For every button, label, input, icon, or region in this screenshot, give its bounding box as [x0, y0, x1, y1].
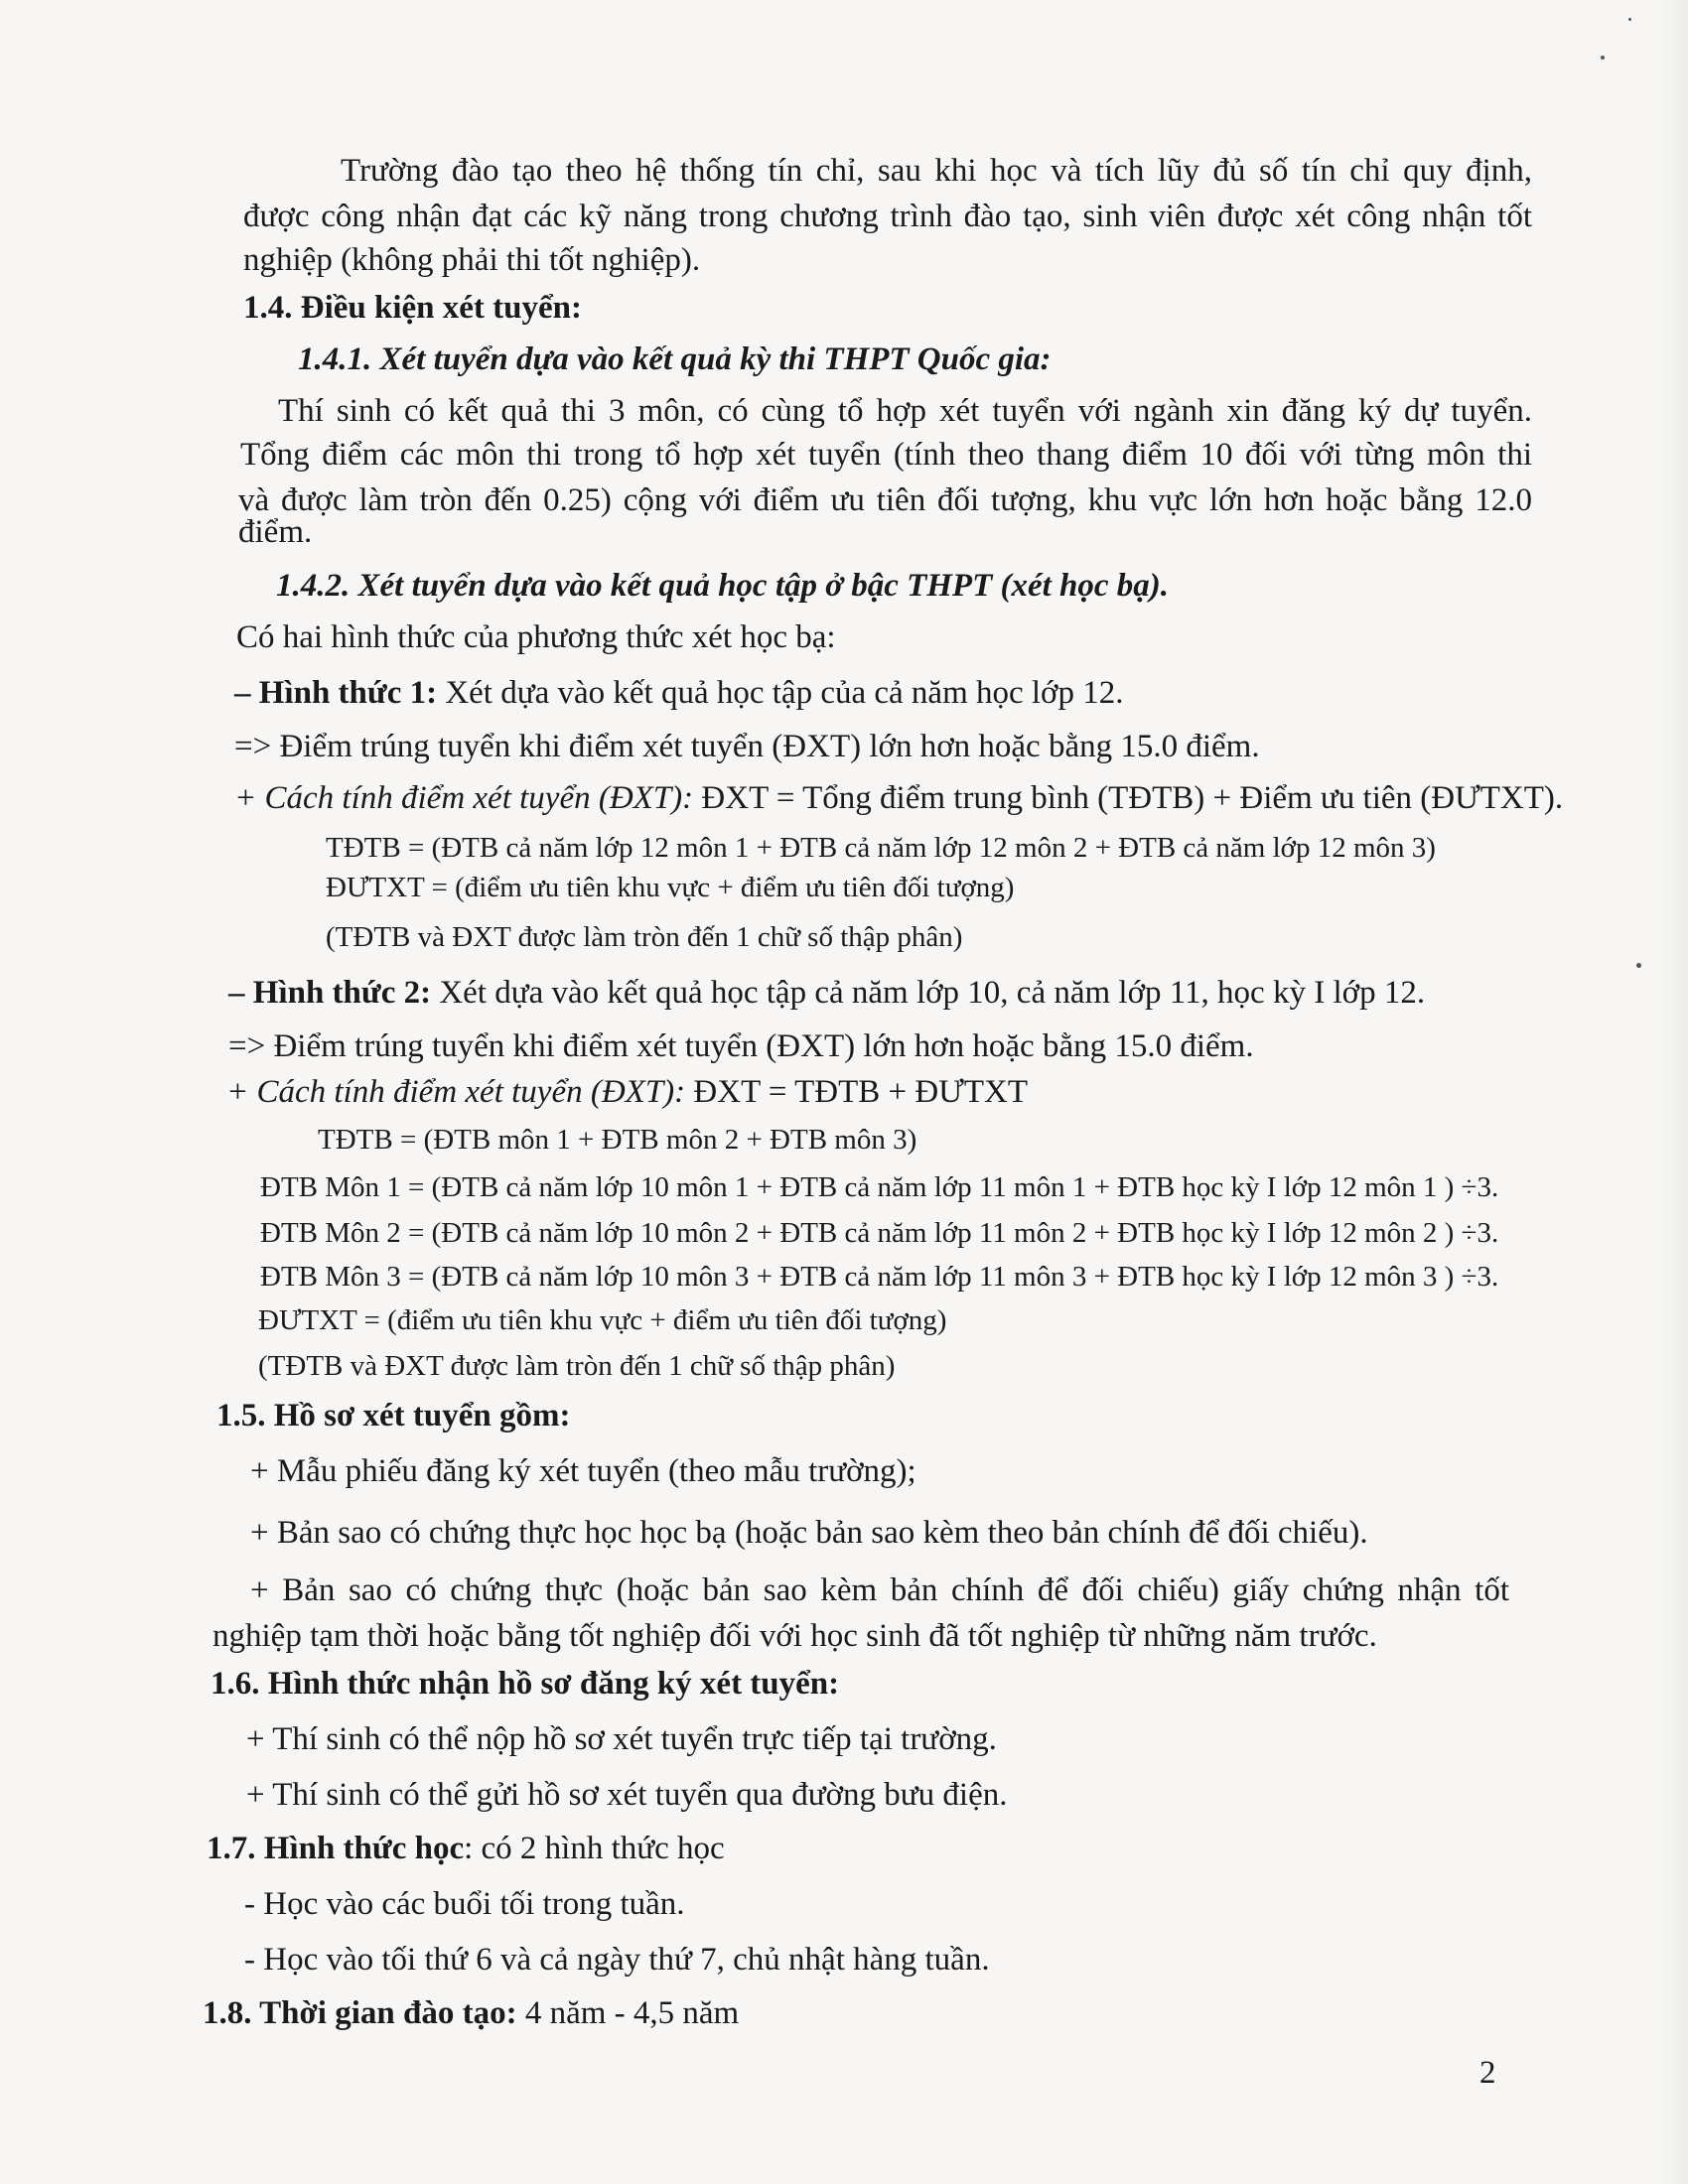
ht1-round: (TĐTB và ĐXT được làm tròn đến 1 chữ số thập phân)	[326, 921, 963, 953]
ht2-text: Xét dựa vào kết quả học tập cả năm lớp 10, cả năm lớp 11, học kỳ I lớp 12.	[431, 975, 1426, 1011]
section-1-8-line	[203, 1993, 739, 2033]
ht2-mon2: ĐTB Môn 2 = (ĐTB cả năm lớp 10 môn 2 + ĐTB cả năm lớp 11 môn 2 + ĐTB học kỳ I lớp 12 môn 2 ) ÷3.	[260, 1217, 1499, 1249]
page-number: 2	[1479, 2055, 1496, 2091]
ht2-formula-label: + Cách tính điểm xét tuyển (ĐXT):	[226, 1074, 686, 1110]
ht2-result: => Điểm trúng tuyển khi điểm xét tuyển (ĐXT) lớn hơn hoặc bằng 15.0 điểm.	[228, 1028, 1254, 1064]
ht1-dutxt: ĐƯTXT = (điểm ưu tiên khu vực + điểm ưu tiên đối tượng)	[326, 872, 1015, 903]
ht2-formula-text: ĐXT = TĐTB + ĐƯTXT	[685, 1074, 1028, 1110]
s16-item-2: + Thí sinh có thể gửi hồ sơ xét tuyển qua đường bưu điện.	[246, 1777, 1008, 1813]
s141-line-3: và được làm tròn đến 0.25) cộng với điểm ưu tiên đối tượng, khu vực lớn hơn hoặc bằng 12.0	[238, 482, 1532, 518]
s141-line-1: Thí sinh có kết quả thi 3 môn, có cùng tổ hợp xét tuyển với ngành xin đăng ký dự tuyển.	[278, 393, 1532, 429]
section-1-8-title: 1.8. Thời gian đào tạo:	[203, 1995, 517, 2031]
ht1-formula	[234, 778, 1563, 818]
s17-item-1: - Học vào các buổi tối trong tuần.	[244, 1886, 685, 1922]
ht1-label: – Hình thức 1:	[234, 675, 438, 711]
scan-speck	[1601, 56, 1605, 60]
section-1-7-line	[207, 1829, 725, 1868]
ht2-tdtb: TĐTB = (ĐTB môn 1 + ĐTB môn 2 + ĐTB môn 3)	[318, 1124, 917, 1156]
ht1-tdtb: TĐTB = (ĐTB cả năm lớp 12 môn 1 + ĐTB cả năm lớp 12 môn 2 + ĐTB cả năm lớp 12 môn 3)	[326, 832, 1436, 864]
s142-intro: Có hai hình thức của phương thức xét học bạ:	[236, 619, 836, 655]
ht2-label: – Hình thức 2:	[228, 975, 432, 1011]
scan-speck	[1636, 963, 1641, 968]
s18-text: 4 năm - 4,5 năm	[516, 1995, 740, 2031]
section-1-5-title: 1.5. Hồ sơ xét tuyển gồm:	[216, 1398, 571, 1433]
section-1-7-title: 1.7. Hình thức học	[207, 1831, 465, 1866]
ht1-formula-label: + Cách tính điểm xét tuyển (ĐXT):	[234, 780, 694, 816]
s15-item-2: + Bản sao có chứng thực học học bạ (hoặc bản sao kèm theo bản chính để đối chiếu).	[250, 1515, 1368, 1551]
scan-edge-shadow	[1658, 0, 1688, 2184]
s15-item-1: + Mẫu phiếu đăng ký xét tuyển (theo mẫu trường);	[250, 1453, 916, 1489]
ht2-line	[228, 973, 1425, 1013]
ht2-mon3: ĐTB Môn 3 = (ĐTB cả năm lớp 10 môn 3 + ĐTB cả năm lớp 11 môn 3 + ĐTB học kỳ I lớp 12 môn 3 ) ÷3.	[260, 1261, 1499, 1293]
s17-item-2: - Học vào tối thứ 6 và cả ngày thứ 7, chủ nhật hàng tuần.	[244, 1942, 990, 1978]
ht2-formula	[226, 1072, 1028, 1112]
scan-speck	[1628, 18, 1631, 21]
ht1-line	[234, 673, 1124, 713]
s141-line-4: điểm.	[238, 514, 313, 550]
intro-line-3: nghiệp (không phải thi tốt nghiệp).	[243, 242, 701, 278]
ht2-round: (TĐTB và ĐXT được làm tròn đến 1 chữ số thập phân)	[258, 1350, 896, 1382]
section-1-6-title: 1.6. Hình thức nhận hồ sơ đăng ký xét tuyển:	[211, 1666, 840, 1702]
s16-item-1: + Thí sinh có thể nộp hồ sơ xét tuyển trực tiếp tại trường.	[246, 1721, 997, 1757]
ht1-text: Xét dựa vào kết quả học tập của cả năm học lớp 12.	[437, 675, 1124, 711]
section-1-4-2-title: 1.4.2. Xét tuyển dựa vào kết quả học tập ở bậc THPT (xét học bạ).	[276, 568, 1170, 604]
ht2-dutxt: ĐƯTXT = (điểm ưu tiên khu vực + điểm ưu tiên đối tượng)	[258, 1304, 947, 1336]
intro-line-2: được công nhận đạt các kỹ năng trong chương trình đào tạo, sinh viên được xét công nhận tốt	[243, 199, 1532, 234]
s141-line-2: Tổng điểm các môn thi trong tổ hợp xét tuyển (tính theo thang điểm 10 đối với từng môn thi	[240, 437, 1532, 473]
ht1-result: => Điểm trúng tuyển khi điểm xét tuyển (ĐXT) lớn hơn hoặc bằng 15.0 điểm.	[234, 729, 1260, 764]
section-1-4-1-title: 1.4.1. Xét tuyển dựa vào kết quả kỳ thi THPT Quốc gia:	[298, 341, 1052, 377]
ht2-mon1: ĐTB Môn 1 = (ĐTB cả năm lớp 10 môn 1 + ĐTB cả năm lớp 11 môn 1 + ĐTB học kỳ I lớp 12 môn 1 ) ÷3.	[260, 1171, 1499, 1203]
section-1-4-title: 1.4. Điều kiện xét tuyển:	[243, 290, 582, 326]
s15-item-3: + Bản sao có chứng thực (hoặc bản sao kèm bản chính để đối chiếu) giấy chứng nhận tốt	[250, 1572, 1509, 1608]
ht1-formula-text: ĐXT = Tổng điểm trung bình (TĐTB) + Điểm ưu tiên (ĐƯTXT).	[693, 780, 1564, 816]
s15-item-3-cont: nghiệp tạm thời hoặc bằng tốt nghiệp đối với học sinh đã tốt nghiệp từ những năm trước.	[212, 1618, 1377, 1654]
s17-text: : có 2 hình thức học	[464, 1831, 725, 1866]
intro-line-1: Trường đào tạo theo hệ thống tín chỉ, sau khi học và tích lũy đủ số tín chỉ quy định,	[341, 153, 1532, 189]
